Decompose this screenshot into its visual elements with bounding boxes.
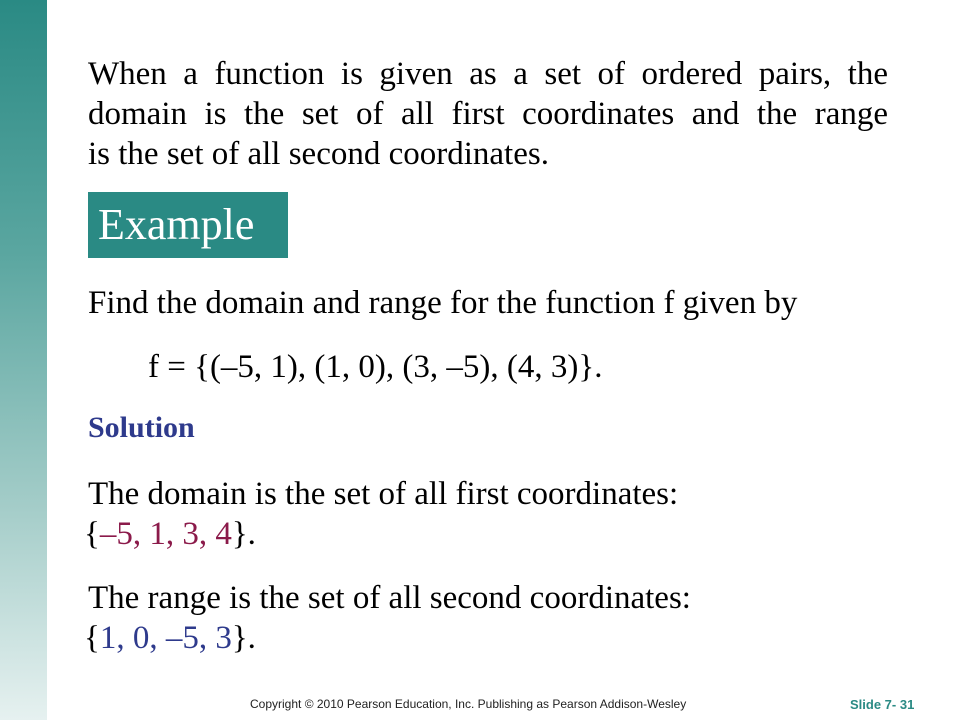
range-statement: The range is the set of all second coordinates:	[88, 580, 691, 616]
close-brace: }.	[231, 620, 256, 656]
side-decoration-bar	[0, 0, 47, 720]
range-values: 1, 0, –5, 3	[99, 620, 232, 656]
domain-statement: The domain is the set of all first coordinates:	[88, 476, 679, 512]
intro-line: is the set of all second coordinates.	[88, 136, 549, 172]
close-brace: }.	[231, 516, 256, 552]
open-brace: {	[84, 516, 100, 552]
intro-paragraph	[88, 54, 888, 174]
example-heading-box	[88, 192, 288, 258]
copyright-notice: Copyright © 2010 Pearson Education, Inc. Publishing as Pearson Addison-Wesley	[250, 697, 687, 711]
domain-values: –5, 1, 3, 4	[99, 516, 232, 552]
domain-set	[84, 514, 256, 554]
range-set	[84, 618, 256, 658]
function-definition: f = {(–5, 1), (1, 0), (3, –5), (4, 3)}.	[148, 349, 603, 385]
problem-statement: Find the domain and range for the function f given by	[88, 285, 798, 321]
open-brace: {	[84, 620, 100, 656]
intro-line: domain is the set of all first coordinates and the range	[88, 96, 888, 132]
example-heading: Example	[98, 200, 255, 249]
intro-line: When a function is given as a set of ordered pairs, the	[88, 56, 888, 92]
solution-heading: Solution	[88, 411, 195, 444]
slide-number: Slide 7- 31	[850, 697, 915, 712]
